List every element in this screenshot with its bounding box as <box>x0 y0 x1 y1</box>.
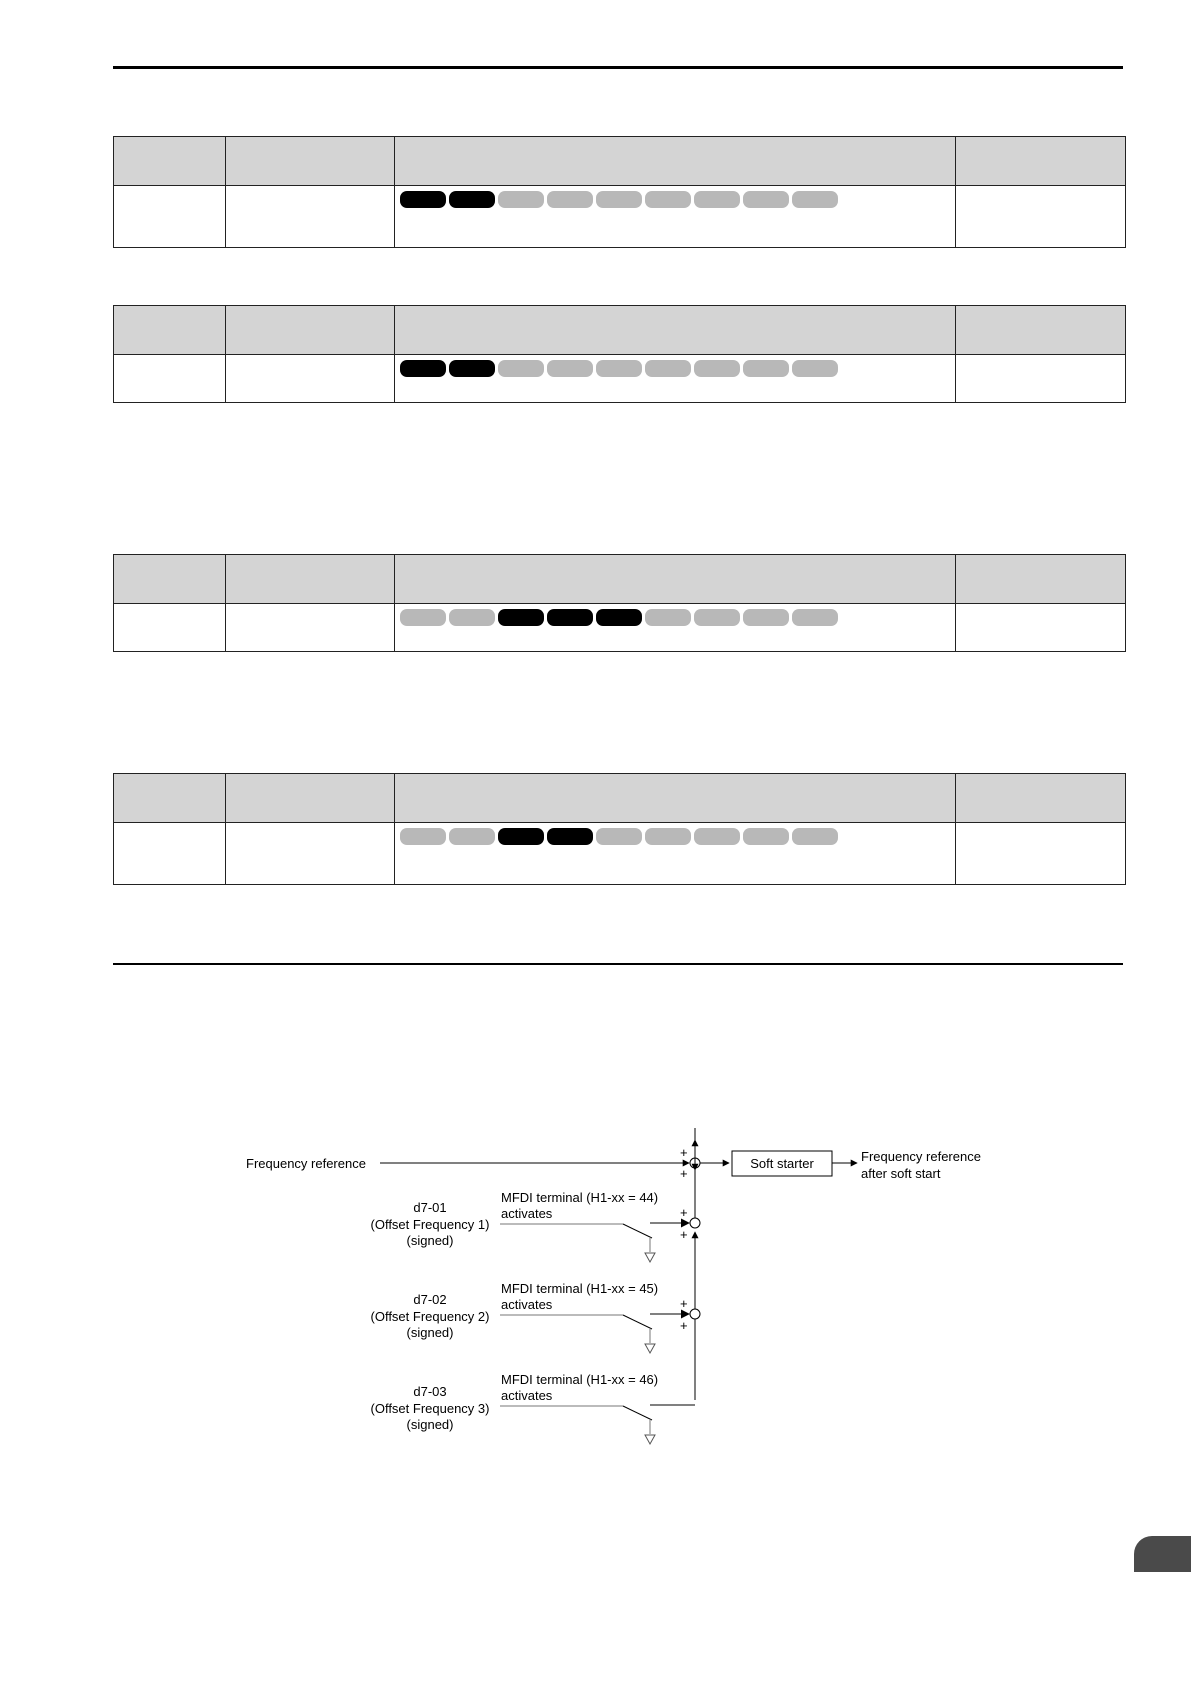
offset-3-name: (Offset Frequency 3) <box>370 1401 490 1416</box>
plus-sign: + <box>680 1318 688 1333</box>
switch-1 <box>500 1223 689 1262</box>
soft-starter-label: Soft starter <box>750 1156 814 1171</box>
chapter-tab <box>1134 1536 1191 1572</box>
offset-1-param: d7-01 <box>413 1200 447 1215</box>
offset-3-param: d7-03 <box>413 1384 447 1399</box>
plus-sign: + <box>680 1166 688 1181</box>
offset-3-signed: (signed) <box>406 1417 454 1432</box>
summing-junction-1 <box>690 1218 700 1228</box>
plus-sign: + <box>680 1205 688 1220</box>
offset-3-mfdi: MFDI terminal (H1-xx = 46) <box>501 1372 659 1387</box>
offset-1-mfdi: MFDI terminal (H1-xx = 44) <box>501 1190 659 1205</box>
offset-3-activates: activates <box>501 1388 553 1403</box>
offset-1-activates: activates <box>501 1206 553 1221</box>
output-label-line1: Frequency reference <box>861 1149 981 1164</box>
switch-3 <box>500 1405 695 1444</box>
offset-1-signed: (signed) <box>406 1233 454 1248</box>
switch-2 <box>500 1314 689 1353</box>
summing-junction-2 <box>690 1309 700 1319</box>
offset-2-activates: activates <box>501 1297 553 1312</box>
offset-2-param: d7-02 <box>413 1292 447 1307</box>
plus-sign: + <box>680 1145 688 1160</box>
offset-2-name: (Offset Frequency 2) <box>370 1309 490 1324</box>
offset-2-mfdi: MFDI terminal (H1-xx = 45) <box>501 1281 659 1296</box>
output-label-line2: after soft start <box>861 1166 941 1181</box>
offset-2-signed: (signed) <box>406 1325 454 1340</box>
plus-sign: + <box>680 1227 688 1242</box>
offset-1-name: (Offset Frequency 1) <box>370 1217 490 1232</box>
input-label: Frequency reference <box>246 1156 366 1171</box>
plus-sign: + <box>680 1296 688 1311</box>
